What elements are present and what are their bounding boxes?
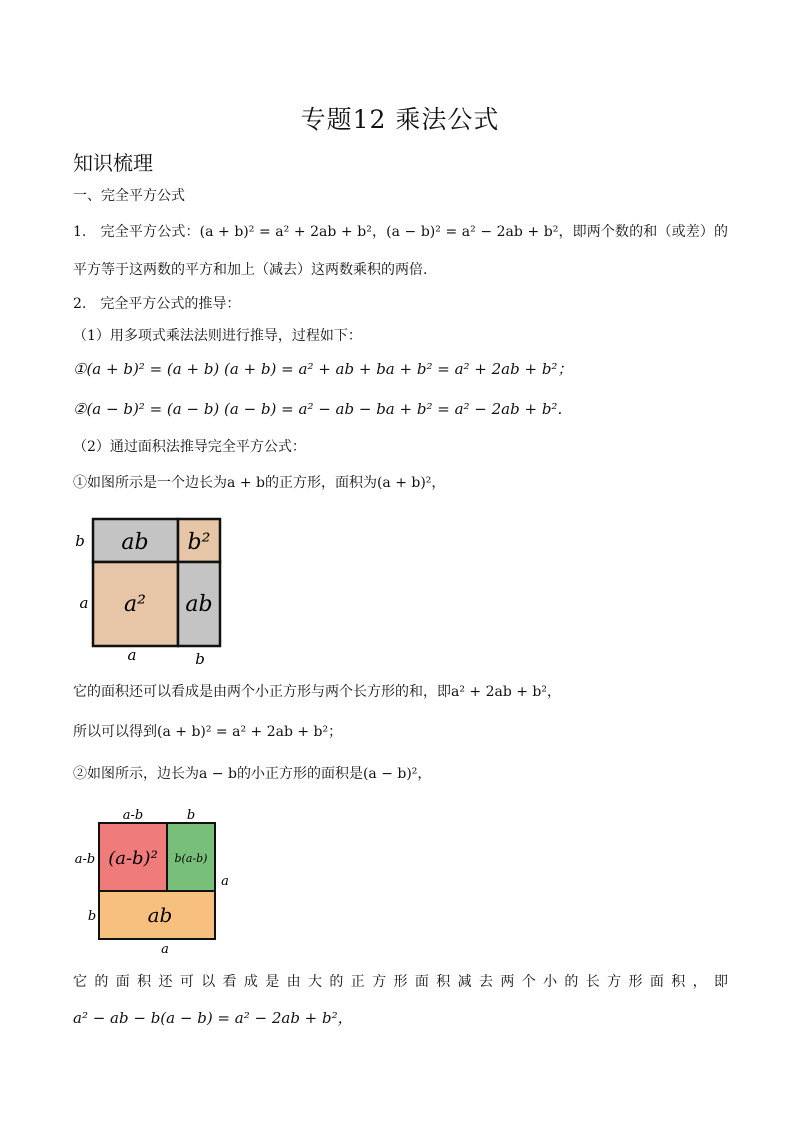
figure1-caption: ①如图所示是一个边长为a + b的正方形，面积为(a + b)²，: [73, 475, 446, 491]
top-label-b: b: [186, 808, 196, 823]
right-label-a: a: [221, 874, 229, 889]
label-a-squared: a²: [124, 592, 146, 617]
figure1-conclusion: 所以可以得到(a + b)² = a² + 2ab + b²；: [73, 724, 343, 740]
figure-difference-square: [70, 805, 245, 960]
figure-sum-square: [70, 510, 235, 670]
derivation-heading: 2. 完全平方公式的推导：: [73, 296, 241, 312]
label-a-minus-b-squared: (a-b)²: [108, 848, 158, 869]
formula-paragraph-line2: 平方等于这两数的平方和加上（减去）这两数乘积的两倍.: [73, 262, 428, 278]
left-label-a-minus-b: a-b: [74, 852, 96, 867]
base-label-a: a: [127, 646, 137, 664]
label-ab-top: ab: [121, 530, 149, 555]
expansion-sum: ①(a + b)² = (a + b) (a + b) = a² + ab + ba + b² = a² + 2ab + b²；: [73, 360, 573, 378]
formula-paragraph-line1: 1. 完全平方公式：(a + b)² = a² + 2ab + b²，(a − b)² = a² − 2ab + b²，即两个数的和（或差）的: [73, 224, 728, 240]
bottom-label-a: a: [161, 942, 169, 957]
label-b-squared: b²: [187, 530, 211, 555]
section-heading: 知识梳理: [73, 151, 153, 175]
figure2-result: a² − ab − b(a − b) = a² − 2ab + b²，: [73, 1009, 353, 1027]
expansion-difference: ②(a − b)² = (a − b) (a − b) = a² − ab − ba + b² = a² − 2ab + b².: [73, 400, 563, 418]
label-ab-bottom: ab: [147, 903, 173, 927]
figure2-explanation: 它的面积还可以看成是由大的正方形面积减去两个小的长方形面积，即: [73, 974, 728, 990]
figure1-explanation: 它的面积还可以看成是由两个小正方形与两个长方形的和，即a² + 2ab + b²，: [73, 684, 562, 700]
page-title: 专题12 乘法公式: [300, 105, 500, 134]
side-label-b: b: [75, 532, 85, 550]
method2-heading: （2）通过面积法推导完全平方公式：: [73, 439, 306, 455]
base-label-b: b: [195, 650, 205, 668]
figure2-caption: ②如图所示，边长为a − b的小正方形的面积是(a − b)²，: [73, 766, 432, 782]
label-ab-right: ab: [185, 592, 213, 617]
top-label-a-minus-b: a-b: [122, 808, 144, 823]
method1-heading: （1）用多项式乘法法则进行推导，过程如下：: [73, 328, 362, 344]
label-b-times-a-minus-b: b(a-b): [174, 852, 208, 865]
subsection-heading: 一、完全平方公式: [73, 188, 185, 204]
side-label-a: a: [79, 594, 89, 612]
left-label-b: b: [87, 909, 97, 924]
